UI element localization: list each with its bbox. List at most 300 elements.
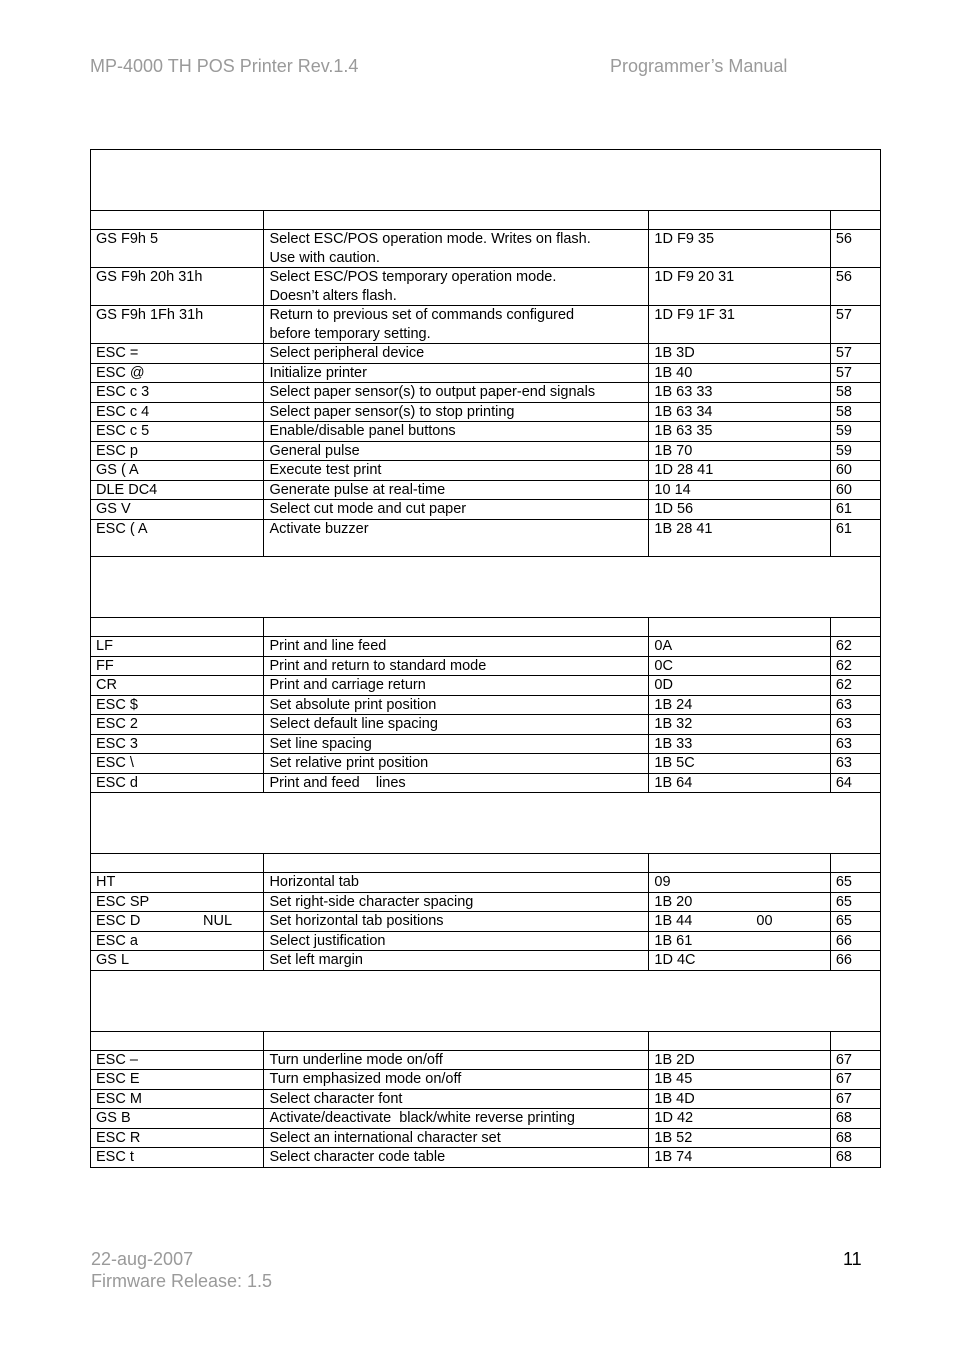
command-name: ESC 2 (96, 716, 138, 732)
hex-code-cell (649, 951, 830, 971)
description-line: Select ESC/POS temporary operation mode. (269, 269, 557, 285)
description-cell (264, 873, 649, 893)
page-ref-cell (830, 912, 880, 932)
description-cell (264, 500, 649, 520)
description-cell (264, 695, 649, 715)
command-cell (91, 422, 264, 442)
description-cell (264, 344, 649, 364)
command-cell (91, 461, 264, 481)
hex-code-cell (649, 695, 830, 715)
hex-code: 1B 4D (654, 1090, 695, 1107)
description-line: Generate pulse at real-time (269, 481, 446, 498)
description-line: Select default line spacing (269, 716, 438, 732)
page-reference: 56 (835, 269, 852, 285)
page-reference: 64 (835, 774, 852, 791)
column-header-cell (830, 1031, 880, 1050)
table-row (91, 268, 881, 306)
hex-code: 1B 5C (654, 755, 695, 771)
description-line: Doesn’t alters flash. (269, 287, 397, 304)
hex-code: 1B 70 (654, 442, 693, 459)
command-cell (91, 306, 264, 344)
hex-code: 09 (654, 874, 671, 890)
command-name: GS L (96, 952, 130, 968)
command-name: ESC t (96, 1149, 134, 1165)
page-ref-cell (830, 873, 880, 893)
hex-code-cell (649, 1050, 830, 1070)
command-name: ESC = (96, 345, 139, 361)
page-reference: 57 (835, 345, 852, 361)
section-title-cell (91, 793, 881, 854)
hex-code: 1D 28 41 (654, 462, 714, 478)
hex-code: 0D (654, 677, 673, 693)
footer-date: 22-aug-2007 (91, 1249, 194, 1269)
hex-code: 1D F9 1F 31 (654, 307, 735, 323)
page-ref-cell (830, 1050, 880, 1070)
command-name: ESC d (96, 774, 138, 791)
description-cell (264, 951, 649, 971)
command-name: ESC c 4 (96, 403, 150, 420)
page-reference: 66 (835, 932, 852, 949)
table-row (91, 773, 881, 793)
hex-code-cell (649, 754, 830, 774)
table-row (91, 1089, 881, 1109)
command-name: ESC E (96, 1071, 140, 1087)
table-row (91, 715, 881, 735)
page-number: 11 (843, 1249, 862, 1269)
description-cell (264, 461, 649, 481)
page-ref-cell (830, 1089, 880, 1109)
description-line: Select ESC/POS operation mode. Writes on flash. (269, 231, 591, 247)
description-line: Use with caution. (269, 249, 380, 266)
description-cell (264, 422, 649, 442)
command-cell (91, 1109, 264, 1129)
hex-code: 1D F9 35 (654, 231, 715, 247)
page-ref-cell (830, 519, 880, 557)
command-name: DLE DC4 (96, 481, 158, 498)
page-reference: 63 (835, 716, 852, 732)
command-cell (91, 519, 264, 557)
description-cell (264, 441, 649, 461)
description-cell (264, 754, 649, 774)
page-ref-cell (830, 734, 880, 754)
hex-code: 1B 32 (654, 716, 693, 732)
command-cell (91, 363, 264, 383)
page-reference: 61 (835, 520, 852, 537)
table-row (91, 912, 881, 932)
hex-code: 1D 4C (654, 952, 696, 968)
page-reference: 61 (835, 501, 852, 517)
command-cell (91, 500, 264, 520)
description-cell (264, 931, 649, 951)
hex-code-cell (649, 1109, 830, 1129)
hex-argument: 00 (756, 913, 773, 929)
page-ref-cell (830, 773, 880, 793)
description-cell (264, 1070, 649, 1090)
description-line: Set absolute print position (269, 696, 437, 713)
command-cell (91, 892, 264, 912)
page-ref-cell (830, 461, 880, 481)
hex-code-cell (649, 363, 830, 383)
description-line: Set left margin (269, 952, 363, 968)
table-row (91, 422, 881, 442)
column-header-row (91, 854, 881, 873)
section-title-cell (91, 150, 881, 211)
command-cell (91, 734, 264, 754)
header-title: MP-4000 TH POS Printer Rev.1.4 (90, 56, 359, 76)
page-ref-cell (830, 500, 880, 520)
description-line: Select character font (269, 1090, 403, 1107)
page-ref-cell (830, 441, 880, 461)
page-ref-cell (830, 951, 880, 971)
command-cell (91, 754, 264, 774)
description-cell (264, 912, 649, 932)
hex-code: 1B 44 (654, 913, 693, 929)
description-cell (264, 656, 649, 676)
command-name: ESC D (96, 913, 141, 929)
description-line: Select an international character set (269, 1129, 501, 1146)
description-cell (264, 1148, 649, 1168)
table-row (91, 1148, 881, 1168)
hex-code-cell (649, 306, 830, 344)
command-name: ESC R (96, 1129, 141, 1146)
description-cell (264, 402, 649, 422)
page-reference: 58 (835, 403, 852, 420)
description-line: Print and return to standard mode (269, 657, 487, 674)
section-title-cell (91, 970, 881, 1031)
description-cell (264, 306, 649, 344)
description-cell (264, 676, 649, 696)
section-header-row (91, 970, 881, 1031)
page-reference: 57 (835, 307, 852, 323)
page-reference: 58 (835, 384, 852, 400)
hex-code: 1B 63 34 (654, 403, 713, 420)
page-reference: 62 (835, 677, 852, 693)
description-cell (264, 734, 649, 754)
column-header-row (91, 618, 881, 637)
description-cell (264, 1089, 649, 1109)
hex-code-cell (649, 441, 830, 461)
command-name: CR (96, 677, 117, 693)
command-cell (91, 1050, 264, 1070)
description-line: Turn underline mode on/off (269, 1051, 443, 1068)
page-ref-cell (830, 676, 880, 696)
table-row (91, 461, 881, 481)
hex-code-cell (649, 1148, 830, 1168)
hex-code-cell (649, 773, 830, 793)
command-table-body (91, 150, 881, 1168)
command-cell (91, 656, 264, 676)
command-name: ESC $ (96, 696, 138, 713)
section-title-cell (91, 557, 881, 618)
hex-code-cell (649, 734, 830, 754)
description-cell (264, 773, 649, 793)
page-ref-cell (830, 1148, 880, 1168)
column-header-row (91, 1031, 881, 1050)
section-header-row (91, 793, 881, 854)
description-line: Initialize printer (269, 364, 367, 381)
command-cell (91, 230, 264, 268)
hex-code: 1B 33 (654, 735, 693, 752)
description-cell (264, 1050, 649, 1070)
hex-code-cell (649, 892, 830, 912)
command-name: ESC c 5 (96, 423, 150, 439)
table-row (91, 230, 881, 268)
command-name: GS F9h 20h 31h (96, 269, 203, 285)
hex-code-cell (649, 461, 830, 481)
table-row (91, 754, 881, 774)
hex-code-cell (649, 873, 830, 893)
table-row (91, 519, 881, 557)
description-cell (264, 230, 649, 268)
page-reference: 59 (835, 423, 852, 439)
page-reference: 57 (835, 364, 852, 381)
description-cell (264, 892, 649, 912)
page-ref-cell (830, 480, 880, 500)
column-header-cell (830, 854, 880, 873)
description-line: Set horizontal tab positions (269, 913, 444, 929)
hex-code: 0C (654, 657, 673, 674)
hex-code-cell (649, 1070, 830, 1090)
hex-code: 0A (654, 638, 673, 654)
column-header-cell (649, 1031, 830, 1050)
column-header-cell (264, 854, 649, 873)
description-line: Print and line feed (269, 638, 387, 654)
command-cell (91, 931, 264, 951)
description-line: Return to previous set of commands configured (269, 307, 575, 323)
section-header-row (91, 557, 881, 618)
description-line: Turn emphasized mode on/off (269, 1071, 462, 1087)
table-row (91, 402, 881, 422)
page-reference: 65 (835, 874, 852, 890)
hex-code-cell (649, 715, 830, 735)
page-reference: 67 (835, 1071, 852, 1087)
hex-code-cell (649, 912, 830, 932)
command-cell (91, 268, 264, 306)
hex-code: 1B 52 (654, 1129, 693, 1146)
page-reference: 68 (835, 1110, 852, 1126)
description-cell (264, 1109, 649, 1129)
page-reference: 62 (835, 638, 852, 654)
table-row (91, 306, 881, 344)
page-ref-cell (830, 754, 880, 774)
table-row (91, 344, 881, 364)
hex-code-cell (649, 519, 830, 557)
page-reference: 56 (835, 231, 852, 247)
table-row (91, 363, 881, 383)
description-line: Set line spacing (269, 735, 372, 752)
page-reference: 68 (835, 1129, 852, 1146)
command-name: GS ( A (96, 462, 139, 478)
command-name: ESC – (96, 1051, 138, 1068)
command-name: ESC M (96, 1090, 142, 1107)
table-row (91, 1128, 881, 1148)
description-cell (264, 1128, 649, 1148)
command-argument: NUL (203, 913, 233, 929)
command-table (90, 149, 881, 1168)
command-name: ESC c 3 (96, 384, 150, 400)
command-cell (91, 402, 264, 422)
command-cell (91, 695, 264, 715)
command-cell (91, 715, 264, 735)
description-cell (264, 268, 649, 306)
table-row (91, 892, 881, 912)
description-line: Activate buzzer (269, 520, 369, 537)
command-name: GS F9h 5 (96, 231, 159, 247)
page-reference: 63 (835, 755, 852, 771)
description-cell (264, 637, 649, 657)
hex-code: 1B 3D (654, 345, 695, 361)
table-row (91, 1109, 881, 1129)
page-reference: 65 (835, 893, 852, 910)
column-header-cell (649, 211, 830, 230)
command-name: ESC \ (96, 755, 134, 771)
column-header-cell (649, 618, 830, 637)
hex-code-cell (649, 1128, 830, 1148)
command-name: ESC ( A (96, 520, 148, 537)
description-line: Select cut mode and cut paper (269, 501, 467, 517)
column-header-cell (91, 854, 264, 873)
page-ref-cell (830, 695, 880, 715)
command-cell (91, 480, 264, 500)
command-cell (91, 344, 264, 364)
command-cell (91, 951, 264, 971)
hex-code-cell (649, 344, 830, 364)
page-ref-cell (830, 1070, 880, 1090)
hex-code: 1B 63 35 (654, 423, 713, 439)
description-cell (264, 383, 649, 403)
page-ref-cell (830, 931, 880, 951)
command-name: ESC a (96, 932, 138, 949)
table-row (91, 480, 881, 500)
page-reference: 60 (835, 462, 852, 478)
command-cell (91, 1128, 264, 1148)
hex-code-cell (649, 383, 830, 403)
command-cell (91, 637, 264, 657)
page-reference: 63 (835, 696, 852, 713)
page-ref-cell (830, 637, 880, 657)
hex-code: 1B 28 41 (654, 520, 713, 537)
command-cell (91, 441, 264, 461)
page-ref-cell (830, 363, 880, 383)
hex-code-cell (649, 480, 830, 500)
hex-code-cell (649, 422, 830, 442)
description-line: Select character code table (269, 1149, 446, 1165)
table-row (91, 1070, 881, 1090)
column-header-cell (649, 854, 830, 873)
description-line: Select paper sensor(s) to output paper-end signals (269, 384, 596, 400)
page-ref-cell (830, 230, 880, 268)
description-line: Select peripheral device (269, 345, 425, 361)
command-name: FF (96, 657, 114, 674)
hex-code-cell (649, 1089, 830, 1109)
hex-code: 1D 56 (654, 501, 694, 517)
page-ref-cell (830, 656, 880, 676)
hex-code: 1B 64 (654, 774, 693, 791)
hex-code-cell (649, 230, 830, 268)
table-row (91, 1050, 881, 1070)
table-row (91, 931, 881, 951)
command-cell (91, 1070, 264, 1090)
command-name: ESC SP (96, 893, 150, 910)
hex-code: 1B 45 (654, 1071, 693, 1087)
command-cell (91, 676, 264, 696)
command-name: ESC 3 (96, 735, 138, 752)
page-ref-cell (830, 402, 880, 422)
hex-code-cell (649, 268, 830, 306)
hex-code: 1B 2D (654, 1051, 695, 1068)
command-name: HT (96, 874, 116, 890)
command-cell (91, 383, 264, 403)
command-name: LF (96, 638, 113, 654)
hex-code-cell (649, 637, 830, 657)
page-ref-cell (830, 344, 880, 364)
command-cell (91, 873, 264, 893)
page-ref-cell (830, 383, 880, 403)
table-row (91, 676, 881, 696)
command-name: GS F9h 1Fh 31h (96, 307, 204, 323)
description-line: Execute test print (269, 462, 382, 478)
description-cell (264, 363, 649, 383)
command-name: GS V (96, 501, 131, 517)
description-line: Print and carriage return (269, 677, 426, 693)
page-reference: 62 (835, 657, 852, 674)
column-header-cell (264, 618, 649, 637)
footer-firmware: Firmware Release: 1.5 (91, 1271, 273, 1291)
page-ref-cell (830, 306, 880, 344)
command-name: GS B (96, 1110, 131, 1126)
hex-code: 1B 74 (654, 1149, 693, 1165)
page-ref-cell (830, 422, 880, 442)
page-reference: 63 (835, 735, 852, 752)
hex-code-cell (649, 931, 830, 951)
table-row (91, 695, 881, 715)
page-reference: 60 (835, 481, 852, 498)
command-name: ESC p (96, 442, 138, 459)
table-row (91, 637, 881, 657)
table-row (91, 383, 881, 403)
description-cell (264, 715, 649, 735)
table-row (91, 500, 881, 520)
page-reference: 67 (835, 1090, 852, 1107)
column-header-row (91, 211, 881, 230)
table-row (91, 873, 881, 893)
page-reference: 65 (835, 913, 852, 929)
table-row (91, 441, 881, 461)
page-ref-cell (830, 268, 880, 306)
description-line: General pulse (269, 442, 360, 459)
table-row (91, 734, 881, 754)
description-line: Horizontal tab (269, 874, 359, 890)
column-header-cell (830, 211, 880, 230)
header-manual-name: Programmer’s Manual (610, 56, 788, 76)
description-cell (264, 480, 649, 500)
hex-code: 1B 63 33 (654, 384, 713, 400)
column-header-cell (91, 211, 264, 230)
description-line: Set right-side character spacing (269, 893, 474, 910)
hex-code: 1B 40 (654, 364, 693, 381)
page-reference: 59 (835, 442, 852, 459)
description-line: Select justification (269, 932, 386, 949)
command-cell (91, 912, 264, 932)
command-cell (91, 1089, 264, 1109)
page-reference: 68 (835, 1149, 852, 1165)
hex-code: 1D F9 20 31 (654, 269, 735, 285)
column-header-cell (91, 618, 264, 637)
page-reference: 66 (835, 952, 852, 968)
column-header-cell (91, 1031, 264, 1050)
page-ref-cell (830, 715, 880, 735)
page-ref-cell (830, 1109, 880, 1129)
